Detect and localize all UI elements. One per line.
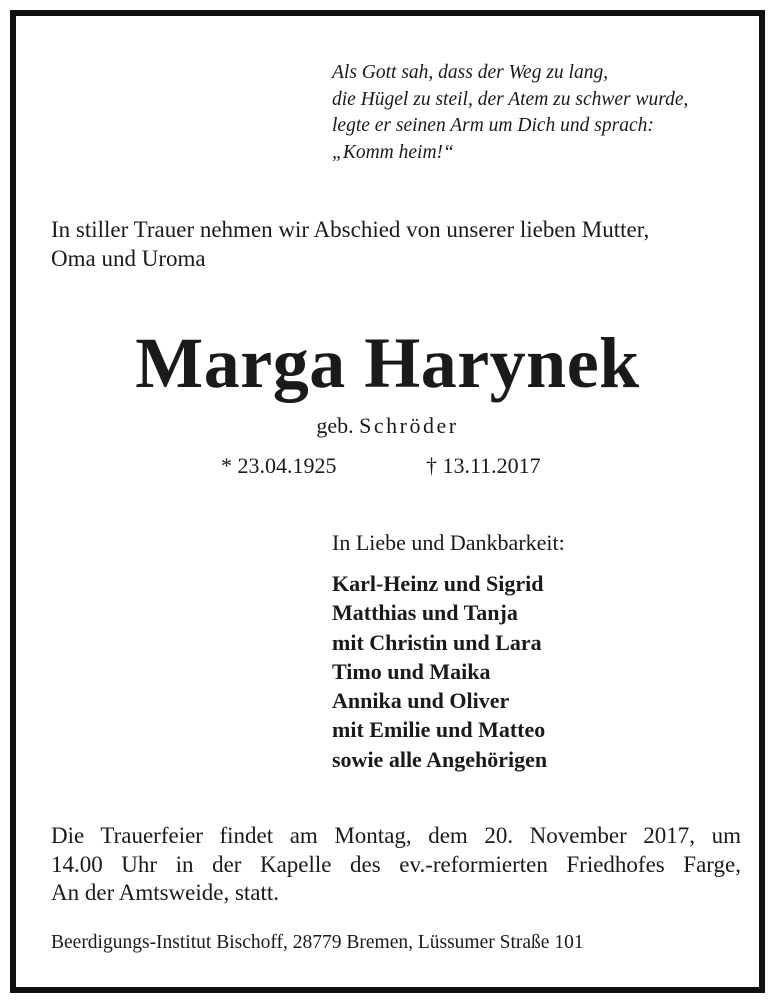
maiden-prefix: geb. xyxy=(316,413,354,438)
mourner: mit Emilie und Matteo xyxy=(332,717,546,743)
mourner: Matthias und Tanja xyxy=(332,600,518,626)
intro-line: In stiller Trauer nehmen wir Abschied von unserer lieben Mutter, xyxy=(51,217,650,242)
service-line: An der Amtsweide, statt. xyxy=(51,880,280,905)
funeral-home: Beerdigungs-Institut Bischoff, 28779 Bremen, Lüssumer Straße 101 xyxy=(51,932,584,953)
mourner: mit Christin und Lara xyxy=(332,629,542,655)
obituary-frame xyxy=(10,10,765,993)
life-dates xyxy=(221,453,541,479)
maiden-surname: Schröder xyxy=(359,413,459,438)
mourners-list xyxy=(332,569,547,774)
intro-text xyxy=(51,215,741,273)
service-line: Die Trauerfeier findet am Montag, dem 20. November 2017, um xyxy=(51,823,741,848)
maiden-name xyxy=(16,413,759,439)
thanks-heading: In Liebe und Dankbarkeit: xyxy=(332,530,565,555)
mourner: Karl-Heinz und Sigrid xyxy=(332,571,544,596)
poem-line: die Hügel zu steil, der Atem zu schwer wurde, xyxy=(332,88,689,110)
service-line: 14.00 Uhr in der Kapelle des ev.-reformierten Friedhofes Farge, xyxy=(51,851,741,877)
poem-line: legte er seinen Arm um Dich und sprach: xyxy=(332,115,654,136)
intro-line: Oma und Uroma xyxy=(51,246,206,271)
mourner: sowie alle Angehörigen xyxy=(332,746,548,772)
poem xyxy=(332,60,688,166)
poem-line: „Komm heim!“ xyxy=(332,141,454,163)
death-date: † 13.11.2017 xyxy=(426,453,541,478)
service-info xyxy=(51,822,741,908)
mourner: Timo und Maika xyxy=(332,658,491,684)
deceased-name: Marga Harynek xyxy=(135,323,640,403)
birth-date: * 23.04.1925 xyxy=(221,453,337,478)
poem-line: Als Gott sah, dass der Weg zu lang, xyxy=(332,62,609,83)
mourner: Annika und Oliver xyxy=(332,688,510,714)
